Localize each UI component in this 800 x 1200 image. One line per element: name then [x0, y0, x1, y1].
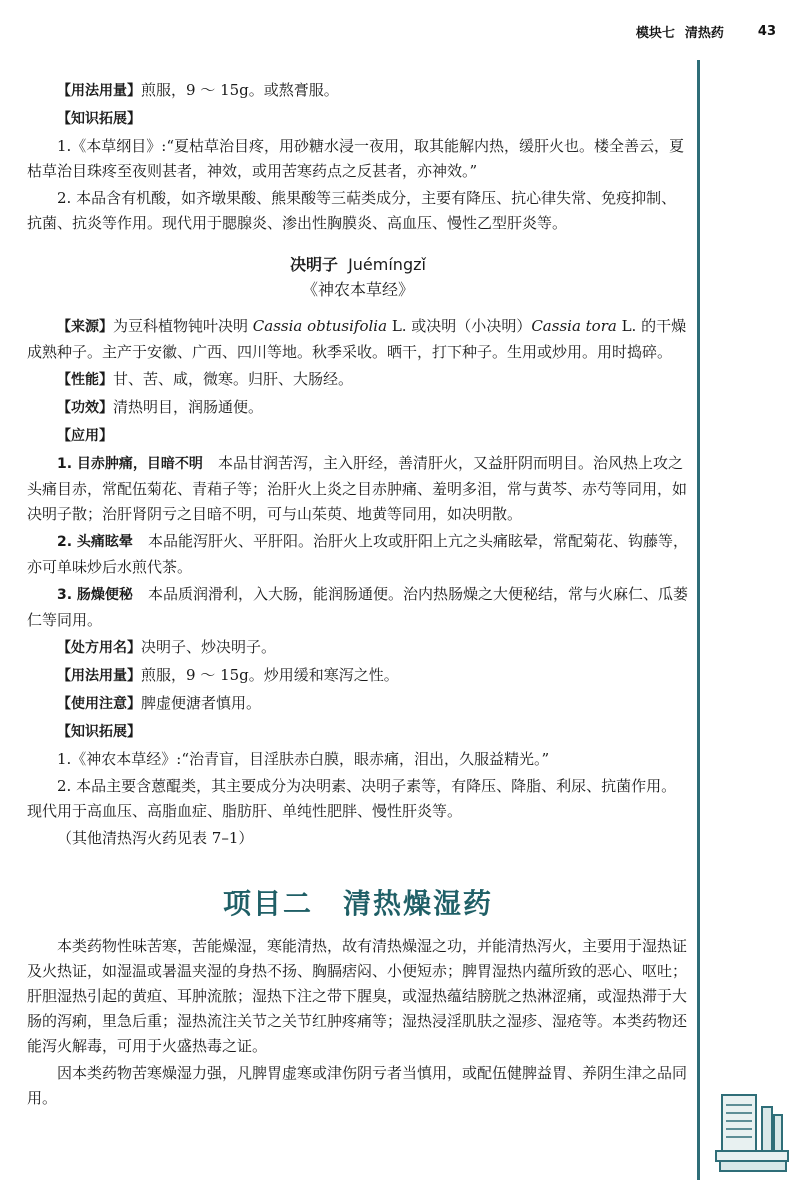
- application-2: [27, 529, 689, 580]
- application-3-title: 3. 肠燥便秘: [57, 587, 133, 603]
- intro-knowledge-2: 2. 本品含有机酸，如齐墩果酸、熊果酸等三萜类成分，主要有降压、抗心律失常、免疫抑制、抗菌、抗炎等作用。现代用于腮腺炎、渗出性胸膜炎、高血压、慢性乙型肝炎等。: [27, 189, 677, 232]
- herb-knowledge-1: 1.《神农本草经》:“治青盲，目淫肤赤白膜，眼赤痛，泪出，久服益精光。”: [57, 750, 550, 768]
- latin-name-2: Cassia tora: [531, 317, 617, 335]
- herb-title: [27, 252, 689, 277]
- herb-source-book: 《神农本草经》: [301, 280, 414, 299]
- margin-rule: [697, 60, 700, 1180]
- prescription-text: 决明子、炒决明子。: [141, 638, 277, 656]
- herb-knowledge-heading: [27, 719, 689, 745]
- herb-usage: [27, 663, 689, 689]
- table-reference-note: （其他清热泻火药见表 7–1）: [57, 829, 254, 847]
- intro-knowledge-1: 1.《本草纲目》:“夏枯草治目疼，用砂糖水浸一夜用，取其能解内热，缓肝火也。楼全善云，夏枯草治目珠疼至夜则甚者，神效，或用苦寒药点之反甚者，亦神效。”: [27, 137, 685, 180]
- nature-text: 甘、苦、咸，微寒。归肝、大肠经。: [113, 370, 354, 388]
- section-title-text: 清热燥湿药: [343, 887, 494, 920]
- herb-name: 决明子: [290, 255, 339, 274]
- usage-text: 煎服，9 ～ 15g。或熬膏服。: [141, 81, 339, 99]
- application-1: [27, 451, 689, 527]
- herb-knowledge-label: 【知识拓展】: [57, 724, 141, 740]
- usage-label: 【用法用量】: [57, 83, 141, 99]
- nature-label: 【性能】: [57, 372, 113, 388]
- intro-usage: [27, 78, 689, 104]
- application-1-text: 本品甘润苦泻，主入肝经，善清肝火，又益肝阴而明目。治风热上攻之头痛目赤，常配伍菊花、青葙子等；治肝火上炎之目赤肿痛、羞明多泪，常与黄芩、赤芍等同用，如决明子散；治肝肾阴亏之目暗不明，可与山茱萸、地黄等同用，如决明散。: [27, 454, 688, 523]
- books-decoration-icon: [712, 1085, 792, 1185]
- prescription-label: 【处方用名】: [57, 640, 141, 656]
- knowledge-label: 【知识拓展】: [57, 111, 141, 127]
- herb-origin: [27, 314, 689, 365]
- section-paragraph-2: 因本类药物苦寒燥湿力强，凡脾胃虚寒或津伤阴亏者当慎用，或配伍健脾益胃、养阴生津之品同用。: [27, 1064, 688, 1107]
- herb-usage-text: 煎服，9 ～ 15g。炒用缓和寒泻之性。: [141, 666, 399, 684]
- caution-label: 【使用注意】: [57, 696, 141, 712]
- herb-effect: [27, 395, 689, 421]
- application-3-text: 本品质润滑利，入大肠，能润肠通便。治内热肠燥之大便秘结，常与火麻仁、瓜蒌仁等同用。: [27, 585, 688, 629]
- herb-usage-label: 【用法用量】: [57, 668, 141, 684]
- application-label: 【应用】: [57, 428, 113, 444]
- running-header: [636, 22, 776, 41]
- origin-label: 【来源】: [57, 319, 113, 335]
- intro-knowledge-heading: [27, 106, 689, 132]
- section-title: [27, 887, 689, 920]
- origin-text-b: L. 或决明（小决明）: [387, 317, 532, 335]
- header-module: 模块七: [635, 26, 675, 41]
- herb-pinyin: Juémíngzǐ: [348, 255, 426, 274]
- application-1-title: 1. 目赤肿痛，目暗不明: [57, 456, 203, 472]
- effect-text: 清热明目，润肠通便。: [113, 398, 264, 416]
- page-body: [27, 78, 689, 1113]
- application-2-title: 2. 头痛眩晕: [57, 534, 133, 550]
- herb-nature: [27, 367, 689, 393]
- caution-text: 脾虚便溏者慎用。: [141, 694, 262, 712]
- herb-application-heading: [27, 423, 689, 449]
- section-paragraph-1: 本类药物性味苦寒，苦能燥湿，寒能清热，故有清热燥湿之功，并能清热泻火，主要用于湿热证及火热证，如湿温或暑温夹湿的身热不扬、胸膈痞闷、小便短赤；脾胃湿热内蕴所致的恶心、呕吐；肝胆湿热引起的黄疸、耳肿流脓；湿热下注之带下腥臭，或湿热蕴结膀胱之热淋涩痛，或湿热滞于大肠的泻痢，里急后重；湿热流注关节之关节红肿疼痛等；湿热浸淫肌肤之湿疹、湿疮等。本类药物还能泻火解毒，可用于火盛热毒之证。: [27, 937, 688, 1055]
- page-number: 43: [757, 24, 776, 39]
- effect-label: 【功效】: [57, 400, 113, 416]
- origin-text-a: 为豆科植物钝叶决明: [113, 317, 253, 335]
- herb-caution: [27, 691, 689, 717]
- application-3: [27, 582, 689, 633]
- section-title-number: 项目二: [222, 887, 313, 920]
- application-2-text: 本品能泻肝火、平肝阳。治肝火上攻或肝阳上亢之头痛眩晕，常配菊花、钩藤等，亦可单味炒后水煎代茶。: [27, 532, 688, 576]
- herb-knowledge-2: 2. 本品主要含蒽醌类，其主要成分为决明素、决明子素等，有降压、降脂、利尿、抗菌作用。现代用于高血压、高脂血症、脂肪肝、单纯性肥胖、慢性肝炎等。: [27, 777, 677, 820]
- origin-text-c: L. 的干燥成熟种子。主产于安徽、广西、四川等地。秋季采收。晒干，打下种子。生用或炒用。用时捣碎。: [27, 317, 687, 361]
- herb-prescription: [27, 635, 689, 661]
- header-chapter: 清热药: [684, 26, 724, 41]
- latin-name-1: Cassia obtusifolia: [252, 317, 388, 335]
